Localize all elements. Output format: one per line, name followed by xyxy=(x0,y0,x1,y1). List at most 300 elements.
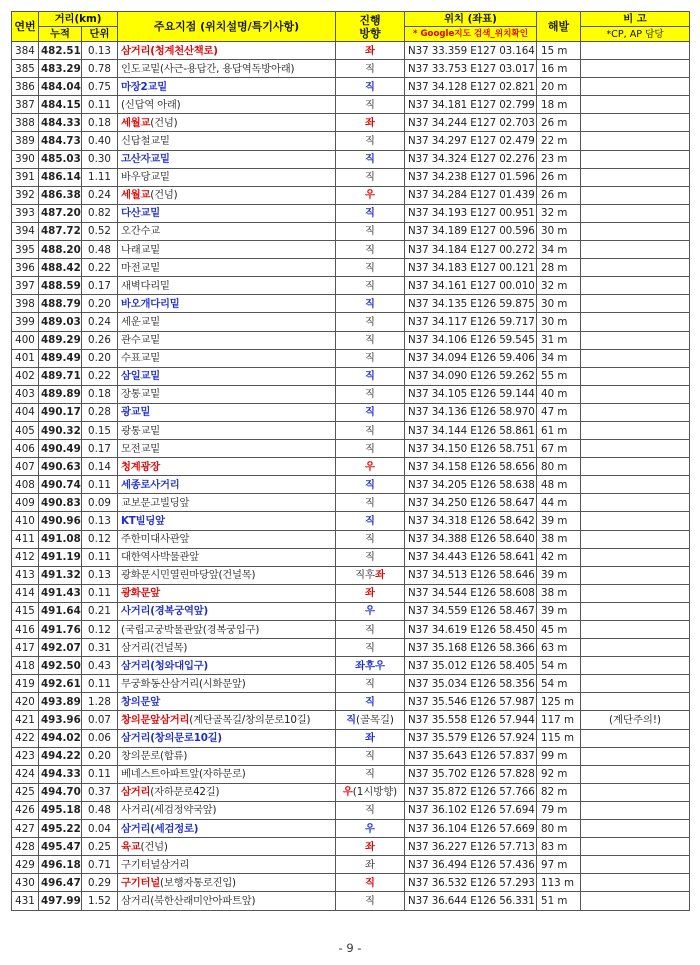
altitude: 18 m xyxy=(537,96,581,114)
direction-text: 우 xyxy=(342,786,353,799)
row-number: 427 xyxy=(12,820,39,838)
table-row xyxy=(12,530,690,548)
direction xyxy=(336,657,405,675)
direction-text: 직 xyxy=(346,714,357,727)
unit-distance: 0.75 xyxy=(82,78,118,96)
place-name xyxy=(118,494,336,512)
direction-text: 직 xyxy=(365,207,375,220)
cumulative-distance: 495.47 xyxy=(39,838,82,856)
unit-distance: 0.29 xyxy=(82,874,118,892)
direction xyxy=(336,820,405,838)
altitude: 39 m xyxy=(537,566,581,584)
place-text: 수표교밑 xyxy=(121,352,161,365)
gps-coordinates: N37 34.189 E127 00.596 xyxy=(405,222,537,240)
place-text: 삼거리 xyxy=(121,786,151,799)
place-text: 광교밑 xyxy=(121,406,151,419)
altitude: 38 m xyxy=(537,584,581,602)
unit-distance: 0.26 xyxy=(82,331,118,349)
gps-coordinates: N37 34.135 E126 59.875 xyxy=(405,295,537,313)
direction-text: 직 xyxy=(365,424,375,437)
direction-text: 직후 xyxy=(355,569,375,582)
place-text: 모전교밑 xyxy=(121,442,161,455)
table-row xyxy=(12,711,690,729)
place-text: 삼거리(세검정로) xyxy=(121,822,199,835)
remark xyxy=(581,421,690,439)
direction xyxy=(336,241,405,259)
place-text: 구기터널 xyxy=(121,876,161,889)
direction xyxy=(336,838,405,856)
unit-distance: 0.11 xyxy=(82,96,118,114)
direction xyxy=(336,675,405,693)
altitude: 61 m xyxy=(537,421,581,439)
place-name xyxy=(118,602,336,620)
gps-coordinates: N37 36.102 E126 57.694 xyxy=(405,801,537,819)
direction-text: 직 xyxy=(365,297,375,310)
row-number: 392 xyxy=(12,186,39,204)
remark xyxy=(581,621,690,639)
direction-text: 직 xyxy=(365,750,375,763)
altitude: 40 m xyxy=(537,385,581,403)
altitude: 80 m xyxy=(537,820,581,838)
place-name xyxy=(118,241,336,259)
row-number: 413 xyxy=(12,566,39,584)
remark xyxy=(581,222,690,240)
unit-distance: 0.06 xyxy=(82,729,118,747)
table-row xyxy=(12,820,690,838)
table-row xyxy=(12,204,690,222)
place-text: 구기터널삼거리 xyxy=(121,858,190,871)
gps-coordinates: N37 34.105 E126 59.144 xyxy=(405,385,537,403)
altitude: 97 m xyxy=(537,856,581,874)
remark xyxy=(581,150,690,168)
cumulative-distance: 490.17 xyxy=(39,403,82,421)
place-text: 광화문시민열린마당앞(건널목) xyxy=(121,569,256,582)
place-name xyxy=(118,801,336,819)
altitude: 51 m xyxy=(537,892,581,910)
remark xyxy=(581,168,690,186)
direction-text: (골목길) xyxy=(356,714,394,727)
direction xyxy=(336,60,405,78)
place-text: (계단골목길/창의문로10길) xyxy=(189,714,311,727)
place-name xyxy=(118,476,336,494)
altitude: 39 m xyxy=(537,512,581,530)
unit-distance: 0.13 xyxy=(82,512,118,530)
unit-distance: 0.13 xyxy=(82,42,118,60)
cumulative-distance: 483.29 xyxy=(39,60,82,78)
unit-distance: 0.37 xyxy=(82,783,118,801)
cumulative-distance: 491.64 xyxy=(39,602,82,620)
cumulative-distance: 485.03 xyxy=(39,150,82,168)
table-row xyxy=(12,765,690,783)
altitude: 26 m xyxy=(537,114,581,132)
direction xyxy=(336,602,405,620)
header-cumulative: 누적 xyxy=(39,27,82,42)
table-row xyxy=(12,421,690,439)
unit-distance: 0.40 xyxy=(82,132,118,150)
cumulative-distance: 488.59 xyxy=(39,277,82,295)
place-text: 무궁화동산삼거리(시화문앞) xyxy=(121,677,246,690)
header-place: 주요지점 (위치설명/특기사항) xyxy=(118,12,336,42)
gps-coordinates: N37 34.184 E127 00.272 xyxy=(405,241,537,259)
unit-distance: 0.43 xyxy=(82,657,118,675)
unit-distance: 0.11 xyxy=(82,476,118,494)
gps-coordinates: N37 34.181 E127 02.799 xyxy=(405,96,537,114)
remark xyxy=(581,530,690,548)
direction-text: 직 xyxy=(365,279,375,292)
cumulative-distance: 488.20 xyxy=(39,241,82,259)
place-text: 사거리(경복궁역앞) xyxy=(121,605,209,618)
direction xyxy=(336,277,405,295)
altitude: 32 m xyxy=(537,204,581,222)
table-row xyxy=(12,747,690,765)
cumulative-distance: 484.15 xyxy=(39,96,82,114)
altitude: 15 m xyxy=(537,42,581,60)
header-unit: 단위 xyxy=(82,27,118,42)
place-text: KT빌딩앞 xyxy=(121,514,165,527)
place-text: 삼거리(청와대입구) xyxy=(121,659,209,672)
header-position-note: * Google지도 검색_위치확인 xyxy=(405,27,537,42)
direction xyxy=(336,132,405,150)
direction xyxy=(336,530,405,548)
place-text: 새벽다리밑 xyxy=(121,279,170,292)
cumulative-distance: 490.83 xyxy=(39,494,82,512)
direction-text: 우 xyxy=(365,189,375,202)
unit-distance: 1.11 xyxy=(82,168,118,186)
direction-text: 직 xyxy=(365,478,375,491)
gps-coordinates: N37 34.094 E126 59.406 xyxy=(405,349,537,367)
direction-text: 직 xyxy=(365,80,375,93)
place-text: 나래교밑 xyxy=(121,243,161,256)
table-row xyxy=(12,132,690,150)
altitude: 45 m xyxy=(537,621,581,639)
direction-text: 직 xyxy=(365,514,375,527)
unit-distance: 0.24 xyxy=(82,313,118,331)
altitude: 20 m xyxy=(537,78,581,96)
altitude: 38 m xyxy=(537,530,581,548)
header-direction xyxy=(336,12,405,42)
direction xyxy=(336,729,405,747)
unit-distance: 0.71 xyxy=(82,856,118,874)
place-text: (보행자통로진입) xyxy=(160,876,236,889)
altitude: 31 m xyxy=(537,331,581,349)
gps-coordinates: N37 34.183 E127 00.121 xyxy=(405,259,537,277)
gps-coordinates: N37 36.644 E126 56.331 xyxy=(405,892,537,910)
row-number: 428 xyxy=(12,838,39,856)
place-name xyxy=(118,132,336,150)
unit-distance: 0.11 xyxy=(82,584,118,602)
altitude: 22 m xyxy=(537,132,581,150)
place-name xyxy=(118,403,336,421)
gps-coordinates: N37 36.104 E126 57.669 xyxy=(405,820,537,838)
altitude: 82 m xyxy=(537,783,581,801)
row-number: 409 xyxy=(12,494,39,512)
remark xyxy=(581,892,690,910)
gps-coordinates: N37 34.238 E127 01.596 xyxy=(405,168,537,186)
gps-coordinates: N37 34.158 E126 58.656 xyxy=(405,458,537,476)
altitude: 99 m xyxy=(537,747,581,765)
header-row-1 xyxy=(12,12,690,27)
cumulative-distance: 492.07 xyxy=(39,639,82,657)
direction xyxy=(336,874,405,892)
gps-coordinates: N37 34.106 E126 59.545 xyxy=(405,331,537,349)
remark xyxy=(581,729,690,747)
table-row xyxy=(12,385,690,403)
unit-distance: 0.52 xyxy=(82,222,118,240)
place-name xyxy=(118,60,336,78)
header-no: 연번 xyxy=(12,12,39,42)
table-row xyxy=(12,96,690,114)
gps-coordinates: N37 35.546 E126 57.987 xyxy=(405,693,537,711)
direction xyxy=(336,259,405,277)
row-number: 408 xyxy=(12,476,39,494)
direction xyxy=(336,367,405,385)
place-text: 마장2교밑 xyxy=(121,80,167,93)
unit-distance: 0.12 xyxy=(82,621,118,639)
table-row xyxy=(12,657,690,675)
row-number: 394 xyxy=(12,222,39,240)
direction-text: 직 xyxy=(365,695,375,708)
place-name xyxy=(118,729,336,747)
remark xyxy=(581,313,690,331)
place-text: 세월교 xyxy=(121,189,151,202)
table-row xyxy=(12,675,690,693)
place-name xyxy=(118,584,336,602)
place-text: 오간수교 xyxy=(121,225,161,238)
place-text: 삼거리(청계천산책로) xyxy=(121,44,218,57)
unit-distance: 0.18 xyxy=(82,385,118,403)
remark xyxy=(581,765,690,783)
direction xyxy=(336,168,405,186)
place-name xyxy=(118,458,336,476)
altitude: 42 m xyxy=(537,548,581,566)
direction xyxy=(336,639,405,657)
altitude: 28 m xyxy=(537,259,581,277)
cumulative-distance: 496.18 xyxy=(39,856,82,874)
unit-distance: 0.22 xyxy=(82,259,118,277)
cumulative-distance: 491.43 xyxy=(39,584,82,602)
table-row xyxy=(12,566,690,584)
remark xyxy=(581,403,690,421)
row-number: 417 xyxy=(12,639,39,657)
cumulative-distance: 492.50 xyxy=(39,657,82,675)
remark xyxy=(581,186,690,204)
remark xyxy=(581,675,690,693)
altitude: 32 m xyxy=(537,277,581,295)
direction-text: 직 xyxy=(365,62,375,75)
place-name xyxy=(118,512,336,530)
cumulative-distance: 494.33 xyxy=(39,765,82,783)
table-row xyxy=(12,548,690,566)
place-text: 바오개다리밑 xyxy=(121,297,180,310)
place-text: (국립고궁박물관앞(경복궁입구) xyxy=(121,623,260,636)
remark xyxy=(581,566,690,584)
place-name xyxy=(118,530,336,548)
table-row xyxy=(12,458,690,476)
table-row xyxy=(12,367,690,385)
direction xyxy=(336,421,405,439)
header-altitude: 해발 xyxy=(537,12,581,42)
table-row xyxy=(12,512,690,530)
row-number: 426 xyxy=(12,801,39,819)
remark xyxy=(581,96,690,114)
direction xyxy=(336,295,405,313)
row-number: 393 xyxy=(12,204,39,222)
row-number: 414 xyxy=(12,584,39,602)
cumulative-distance: 484.73 xyxy=(39,132,82,150)
cumulative-distance: 489.71 xyxy=(39,367,82,385)
remark xyxy=(581,494,690,512)
place-text: (건넘) xyxy=(140,840,168,853)
row-number: 395 xyxy=(12,241,39,259)
remark: (계단주의!) xyxy=(581,711,690,729)
direction xyxy=(336,566,405,584)
direction-text: 직 xyxy=(365,334,375,347)
row-number: 397 xyxy=(12,277,39,295)
place-name xyxy=(118,440,336,458)
cumulative-distance: 482.51 xyxy=(39,42,82,60)
direction-text: 직 xyxy=(365,533,375,546)
cumulative-distance: 487.72 xyxy=(39,222,82,240)
direction-text: 직 xyxy=(365,153,375,166)
cumulative-distance: 496.47 xyxy=(39,874,82,892)
direction xyxy=(336,747,405,765)
place-text: 창의문앞 xyxy=(121,695,161,708)
unit-distance: 0.20 xyxy=(82,349,118,367)
direction-text: 좌 xyxy=(365,858,375,871)
direction-text: 직 xyxy=(365,135,375,148)
altitude: 92 m xyxy=(537,765,581,783)
place-name xyxy=(118,639,336,657)
row-number: 411 xyxy=(12,530,39,548)
remark xyxy=(581,277,690,295)
row-number: 410 xyxy=(12,512,39,530)
place-text: 세월교 xyxy=(121,116,151,129)
direction-text: 좌후우 xyxy=(355,659,385,672)
unit-distance: 0.21 xyxy=(82,602,118,620)
altitude: 125 m xyxy=(537,693,581,711)
unit-distance: 0.20 xyxy=(82,747,118,765)
place-text: 청계광장 xyxy=(121,460,161,473)
place-text: (건넘) xyxy=(150,116,178,129)
direction xyxy=(336,584,405,602)
unit-distance: 0.48 xyxy=(82,241,118,259)
place-text: 광화문앞 xyxy=(121,587,161,600)
row-number: 385 xyxy=(12,60,39,78)
row-number: 424 xyxy=(12,765,39,783)
altitude: 67 m xyxy=(537,440,581,458)
remark xyxy=(581,476,690,494)
cumulative-distance: 487.20 xyxy=(39,204,82,222)
route-sheet xyxy=(11,11,689,911)
header-position: 위치 (좌표) xyxy=(405,12,537,27)
unit-distance: 0.14 xyxy=(82,458,118,476)
cumulative-distance: 486.38 xyxy=(39,186,82,204)
direction xyxy=(336,403,405,421)
direction xyxy=(336,548,405,566)
table-row xyxy=(12,331,690,349)
remark xyxy=(581,783,690,801)
direction-text: 직 xyxy=(365,261,375,274)
gps-coordinates: N37 34.544 E126 58.608 xyxy=(405,584,537,602)
remark xyxy=(581,241,690,259)
place-name xyxy=(118,548,336,566)
table-row xyxy=(12,892,690,910)
unit-distance: 0.09 xyxy=(82,494,118,512)
table-row xyxy=(12,693,690,711)
remark xyxy=(581,801,690,819)
row-number: 386 xyxy=(12,78,39,96)
direction-text: 직 xyxy=(365,315,375,328)
place-text: 삼거리(건널목) xyxy=(121,641,188,654)
cumulative-distance: 490.32 xyxy=(39,421,82,439)
direction xyxy=(336,42,405,60)
cumulative-distance: 489.03 xyxy=(39,313,82,331)
gps-coordinates: N37 35.579 E126 57.924 xyxy=(405,729,537,747)
place-text: 세종로사거리 xyxy=(121,478,180,491)
header-distance: 거리(km) xyxy=(39,12,118,27)
gps-coordinates: N37 34.619 E126 58.450 xyxy=(405,621,537,639)
cumulative-distance: 490.74 xyxy=(39,476,82,494)
gps-coordinates: N37 34.244 E127 02.703 xyxy=(405,114,537,132)
gps-coordinates: N37 36.532 E126 57.293 xyxy=(405,874,537,892)
table-row xyxy=(12,349,690,367)
place-name xyxy=(118,42,336,60)
direction-text: 좌 xyxy=(365,840,375,853)
place-name xyxy=(118,349,336,367)
table-row xyxy=(12,277,690,295)
gps-coordinates: N37 34.297 E127 02.479 xyxy=(405,132,537,150)
gps-coordinates: N37 35.643 E126 57.837 xyxy=(405,747,537,765)
direction xyxy=(336,476,405,494)
row-number: 400 xyxy=(12,331,39,349)
row-number: 405 xyxy=(12,421,39,439)
place-name xyxy=(118,168,336,186)
direction-text: 직 xyxy=(365,894,375,907)
remark xyxy=(581,60,690,78)
place-name xyxy=(118,765,336,783)
direction-text: (1시방향) xyxy=(352,786,398,799)
row-number: 431 xyxy=(12,892,39,910)
direction-text: 직 xyxy=(365,171,375,184)
direction-text: 좌 xyxy=(365,732,375,745)
altitude: 115 m xyxy=(537,729,581,747)
row-number: 421 xyxy=(12,711,39,729)
altitude: 80 m xyxy=(537,458,581,476)
place-text: 대한역사박물관앞 xyxy=(121,551,199,564)
unit-distance: 0.11 xyxy=(82,765,118,783)
row-number: 399 xyxy=(12,313,39,331)
place-text: 교보문고빌딩앞 xyxy=(121,496,190,509)
gps-coordinates: N37 35.872 E126 57.766 xyxy=(405,783,537,801)
unit-distance: 0.78 xyxy=(82,60,118,78)
cumulative-distance: 494.22 xyxy=(39,747,82,765)
row-number: 406 xyxy=(12,440,39,458)
remark xyxy=(581,204,690,222)
altitude: 117 m xyxy=(537,711,581,729)
direction-text: 직 xyxy=(365,406,375,419)
place-name xyxy=(118,186,336,204)
direction xyxy=(336,331,405,349)
place-name xyxy=(118,96,336,114)
place-name xyxy=(118,856,336,874)
remark xyxy=(581,693,690,711)
header-note: 비 고 xyxy=(581,12,690,27)
direction-text: 좌 xyxy=(365,44,375,57)
place-name xyxy=(118,657,336,675)
direction-text: 직 xyxy=(365,623,375,636)
unit-distance: 0.11 xyxy=(82,548,118,566)
altitude: 79 m xyxy=(537,801,581,819)
